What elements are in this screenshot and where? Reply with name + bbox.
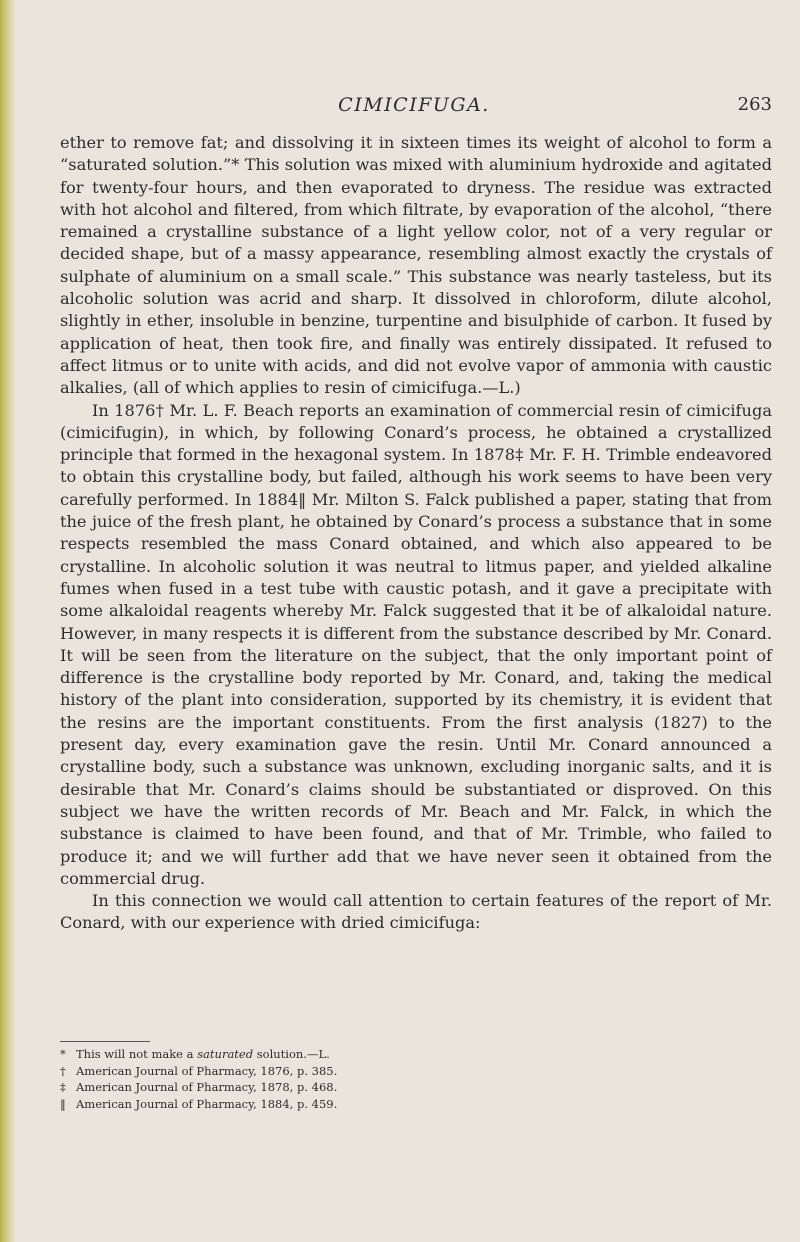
footnote-2: [60, 1063, 660, 1080]
paragraph-1: ether to remove fat; and dissolving it in sixteen times its weight of alcohol to form a “saturated solution.”* This solution was mixed with aluminium hydroxide and agitated for twenty-four hours, and then evaporated to dryness. The residue was extracted with hot alcohol and filtered, from which filtrate, by evaporation of the alcohol, “there remained a crystalline substance of a light yellow color, not of a very regular or decided shape, but of a massy appearance, resembling almost exactly the crystals of sulphate of aluminium on a small scale.” This substance was nearly tasteless, but its alcoholic solution was acrid and sharp. It dissolved in chloroform, dilute alcohol, slightly in ether, insoluble in benzine, turpentine and bisulphide of carbon. It fused by application of heat, then took fire, and finally was entirely dissipated. It refused to affect litmus or to unite with acids, and did not evolve vapor of ammonia with caustic alkalies, (all of which applies to resin of cimicifuga.—L.): [60, 133, 772, 398]
footnotes: [60, 1046, 660, 1112]
footnote-text: American Journal of Pharmacy, 1876, p. 385.: [76, 1063, 338, 1078]
page-binding-edge: [0, 0, 16, 1242]
footnote-mark: ‡: [60, 1080, 66, 1094]
body-text: [60, 132, 772, 935]
page-header: [56, 94, 772, 120]
footnote-text: This will not make a: [76, 1047, 198, 1061]
paragraph-3: In this connection we would call attention to certain features of the report of Mr. Conard, with our experience with dried cimicifuga:: [60, 891, 772, 933]
footnote-mark: ‖: [60, 1096, 66, 1111]
footnote-emphasis: saturated: [197, 1047, 254, 1061]
footnote-1: [60, 1046, 660, 1063]
footnote-tail: solution.—L.: [253, 1047, 330, 1061]
footnote-4: [60, 1096, 660, 1113]
footnote-mark: *: [60, 1047, 66, 1061]
footnote-3: [60, 1079, 660, 1096]
paragraph-2: In 1876† Mr. L. F. Beach reports an examination of commercial resin of cimicifuga (cimicifugin), in which, by following Conard’s process, he obtained a crystallized principle that formed in the hexagonal system. In 1878‡ Mr. F. H. Trimble endeavored to obtain this crystalline body, but failed, although his work seems to have been very carefully performed. In 1884‖ Mr. Milton S. Falck published a paper, stating that from the juice of the fresh plant, he obtained by Conard’s process a substance that in some respects resembled the mass Conard obtained, and which also appeared to be crystalline. In alcoholic solution it was neutral to litmus paper, and yielded alkaline fumes when fused in a test tube with caustic potash, and it gave a precipitate with some alkaloidal reagents whereby Mr. Falck suggested that it be of alkaloidal nature. However, in many respects it is different from the substance described by Mr. Conard. It will be seen from the literature on the subject, that the only important point of difference is the crystalline body reported by Mr. Conard, and, taking the medical history of the plant into consideration, supported by its chemistry, it is evident that the resins are the important constituents. From the first analysis (1827) to the present day, every examination gave the resin. Until Mr. Conard announced a crystalline body, such a substance was unknown, excluding inorganic salts, and it is desirable that Mr. Conard’s claims should be substantiated or disproved. On this subject we have the written records of Mr. Beach and Mr. Falck, in which the substance is claimed to have been found, and that of Mr. Trimble, who failed to produce it; and we will further add that we have never seen it obtained from the commercial drug.: [60, 400, 772, 888]
page-number: 263: [737, 94, 772, 115]
footnote-text: American Journal of Pharmacy, 1878, p. 468.: [76, 1080, 338, 1094]
running-title: CIMICIFUGA.: [338, 94, 490, 116]
footnote-text: American Journal of Pharmacy, 1884, p. 459.: [76, 1096, 338, 1111]
footnote-rule: [60, 1041, 150, 1042]
footnote-mark: †: [60, 1063, 66, 1078]
